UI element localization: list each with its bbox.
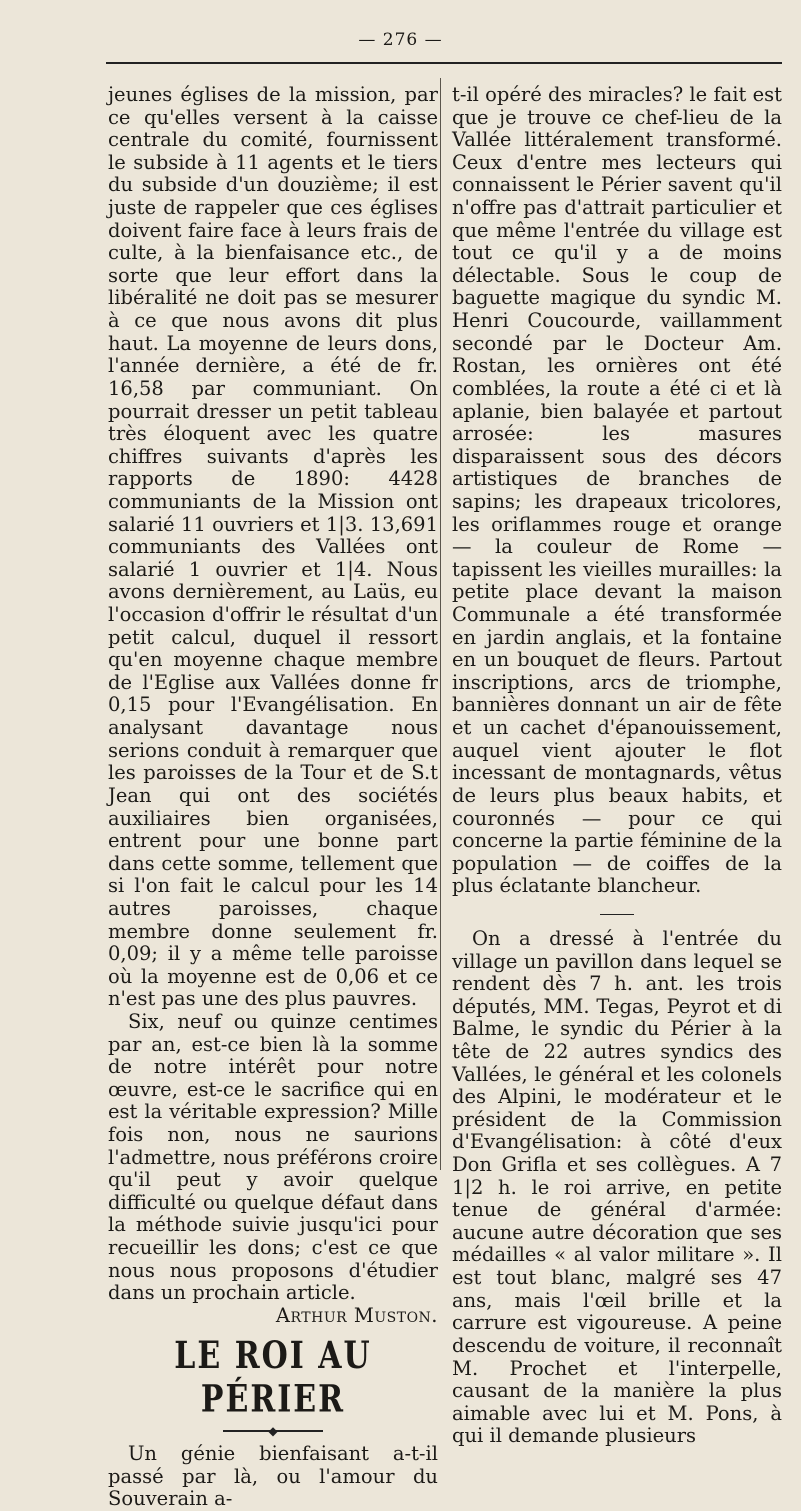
left-paragraph-1: jeunes églises de la mission, par ce qu'elles versent à la caisse centrale du comité, fournissent le subside à 11 agents et le tiers du subside d'un douzième; il est juste de rappeler que ces églises doivent faire face à leurs frais de culte, à la bienfaisance etc., de sorte que leur effort dans la libéralité ne doit pas se mesurer à ce que nous avons dit plus haut. La moyenne de leurs dons, l'année dernière, a été de fr. 16,58 par communiant. On pourrait dresser un petit tableau très éloquent avec les quatre chiffres suivants d'après les rapports de 1890: 4428 communiants de la Mission ont salarié 11 ouvriers et 1|3. 13,691 communiants des Vallées ont salarié 1 ouvrier et 1|4. Nous avons dernièrement, au Laüs, eu l'occasion d'offrir le résultat d'un petit calcul, duquel il ressort qu'en moyenne chaque membre de l'Eglise aux Vallées donne fr 0,15 pour l'Evangélisation. En analysant davantage nous serions conduit à remarquer que les paroisses de la Tour et de S.t Jean qui ont des sociétés auxiliaires bien organisées, entrent pour une bonne part dans cette somme, tellement que si l'on fait le calcul pour les 14 autres paroisses, chaque membre donne seulement fr. 0,09; il y a même telle paroisse où la moyenne est de 0,06 et ce n'est pas une des plus pauvres.: [108, 83, 438, 1011]
article-heading: LE ROI AU PÉRIER: [174, 1333, 372, 1421]
right-paragraph-1: t-il opéré des miracles? le fait est que je trouve ce chef-lieu de la Vallée littéralement transformé. Ceux d'entre mes lecteurs qui connaissent le Périer savent qu'il n'offre pas d'attrait particulier et que même l'entrée du village est tout ce qu'il y a de moins délectable. Sous le coup de baguette magique du syndic M. Henri Coucourde, vaillamment secondé par le Docteur Am. Rostan, les ornières ont été comblées, la route a été ci et là aplanie, bien balayée et partout arrosée: les masures disparaissent sous des décors artistiques de branches de sapins; les drapeaux tricolores, les oriflammes rouge et orange — la couleur de Rome — tapissent les vieilles murailles: la petite place devant la maison Communale a été transformée en jardin anglais, et la fontaine en un bouquet de fleurs. Partout inscriptions, arcs de triomphe, bannières donnant un air de fête et un cachet d'épanouissement, auquel vient ajouter le flot incessant de montagnards, vêtus de leurs plus beaux habits, et couronnés — pour ce qui concerne la partie féminine de la population — de coiffes de la plus éclatante blancheur.: [452, 83, 782, 898]
header-rule: [106, 62, 782, 64]
left-column: [108, 84, 438, 1511]
right-paragraph-2: On a dressé à l'entrée du village un pavillon dans lequel se rendent dès 7 h. ant. les trois députés, MM. Tegas, Peyrot et di Balme, le syndic du Périer à la tête de 22 autres syndics des Vallées, le général et les colonels des Alpini, le modérateur et le président de la Commission d'Evangélisation: à côté d'eux Don Grifla et ses collègues. A 7 1|2 h. le roi arrive, en petite tenue de général d'armée: aucune autre décoration que ses médailles « al valor militare ». Il est tout blanc, malgré ses 47 ans, mais l'œil brille et la carrure est vigoureuse. A peine descendu de voiture, il reconnaît M. Prochet et l'interpelle, causant de la manière la plus aimable avec lui et M. Pons, à qui il demande plusieurs: [452, 926, 782, 1448]
left-paragraph-2: Six, neuf ou quinze centimes par an, est-ce bien là la somme de notre intérêt pour notre œuvre, est-ce le sacrifice qui en est la véritable expression? Mille fois non, nous ne saurions l'admettre, nous préférons croire qu'il peut y avoir quelque difficulté ou quelque défaut dans la méthode suivie jusqu'ici pour recueillir les dons; c'est ce que nous nous proposons d'étudier dans un prochain article.: [108, 1009, 438, 1305]
left-paragraph-3: Un génie bienfaisant a-t-il passé par là, ou l'amour du Souverain a-: [108, 1442, 438, 1511]
right-column: [452, 84, 782, 1448]
heading-ornament: [108, 1419, 438, 1443]
ornament-dot-icon: ◆: [268, 1424, 278, 1439]
separator-rule: [600, 914, 634, 915]
page-number: — 276 —: [358, 30, 443, 50]
column-divider: [440, 78, 441, 1170]
section-separator: [452, 898, 782, 928]
article-signature: Arthur Muston.: [275, 1303, 438, 1327]
